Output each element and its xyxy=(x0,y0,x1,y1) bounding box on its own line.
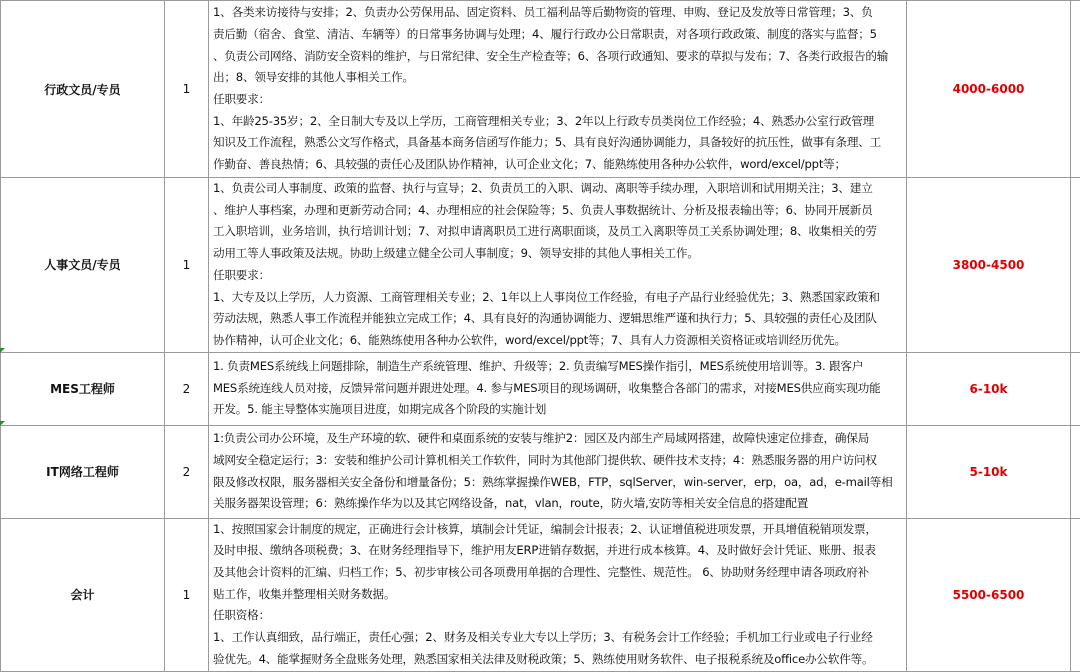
cell-comment-marker xyxy=(0,348,5,353)
salary-range: 3800-4500 xyxy=(907,178,1071,353)
description-line: 1:负责公司办公环境，及生产环境的软、硬件和桌面系统的安装与维护2：园区及内部生产局域网搭建，故障快速定位排查，确保局 xyxy=(213,428,900,450)
description-line: 关服务器架设管理；6：熟练操作华为以及其它网络设备，nat，vlan，route，防火墙,安防等相关安全信息的搭建配置 xyxy=(213,493,900,515)
table-row xyxy=(1,1,1080,178)
salary-range: 5500-6500 xyxy=(907,518,1071,671)
job-title: IT网络工程师 xyxy=(1,425,165,518)
table-row xyxy=(1,518,1080,671)
description-line: 开发。5. 能主导整体实施项目进度，如期完成各个阶段的实施计划 xyxy=(213,399,900,421)
job-description xyxy=(209,178,907,353)
description-line: 1、按照国家会计制度的规定，正确进行会计核算，填制会计凭证，编制会计报表；2、认证增值税进项发票，开具增值税销项发票， xyxy=(213,519,900,541)
table-row xyxy=(1,178,1080,353)
salary-range: 6-10k xyxy=(907,352,1071,425)
description-line: 任职要求： xyxy=(213,265,900,287)
headcount: 2 xyxy=(165,425,209,518)
description-line: 任职资格： xyxy=(213,605,900,627)
description-line: 知识及工作流程，熟悉公文写作格式，具备基本商务信函写作能力；5、具有良好沟通协调能力，具备较好的抗压性，做事有条理、工 xyxy=(213,132,900,154)
table-row xyxy=(1,352,1080,425)
description-line: 1、大专及以上学历，人力资源、工商管理相关专业；2、1年以上人事岗位工作经验，有电子产品行业经验优先；3、熟悉国家政策和 xyxy=(213,287,900,309)
job-description xyxy=(209,352,907,425)
description-line: 、维护人事档案，办理和更新劳动合同；4、办理相应的社会保险等；5、负责人事数据统计、分析及报表输出等；6、协同开展新员 xyxy=(213,200,900,222)
job-description xyxy=(209,1,907,178)
salary-range: 4000-6000 xyxy=(907,1,1071,178)
description-line: 及其他会计资料的汇编、归档工作；5、初步审核公司各项费用单据的合理性、完整性、规范性。 6、协助财务经理申请各项政府补 xyxy=(213,562,900,584)
blank-cell xyxy=(1071,518,1080,671)
headcount: 1 xyxy=(165,518,209,671)
description-line: 动用工等人事政策及法规。协助上级建立健全公司人事制度；9、领导安排的其他人事相关工作。 xyxy=(213,243,900,265)
headcount: 2 xyxy=(165,352,209,425)
description-line: 1、各类来访接待与安排；2、负责办公劳保用品、固定资料、员工福利品等后勤物资的管理、申购、登记及发放等日常管理；3、负 xyxy=(213,2,900,24)
headcount: 1 xyxy=(165,1,209,178)
description-line: 协作精神，认可企业文化；6、能熟练使用各种办公软件，word/excel/ppt等；7、具有人力资源相关资格证或培训经历优先。 xyxy=(213,330,900,352)
description-line: 验优先。4、能掌握财务全盘账务处理，熟悉国家相关法律及财税政策；5、熟练使用财务软件、电子报税系统及office办公软件等。 xyxy=(213,649,900,671)
description-line: 及时申报、缴纳各项税费；3、在财务经理指导下，维护用友ERP进销存数据，并进行成本核算。4、及时做好会计凭证、账册、报表 xyxy=(213,540,900,562)
job-description xyxy=(209,518,907,671)
job-title: 会计 xyxy=(1,518,165,671)
job-title: 人事文员/专员 xyxy=(1,178,165,353)
salary-range: 5-10k xyxy=(907,425,1071,518)
cell-comment-marker xyxy=(0,421,5,426)
job-title: MES工程师 xyxy=(1,352,165,425)
description-line: 责后勤（宿舍、食堂、清洁、车辆等）的日常事务协调与处理；4、履行行政办公日常职责，对各项行政政策、制度的落实与监督；5 xyxy=(213,24,900,46)
blank-cell xyxy=(1071,178,1080,353)
description-line: 劳动法规，熟悉人事工作流程并能独立完成工作；4、具有良好的沟通协调能力、逻辑思维严谨和执行力；5、具较强的责任心及团队 xyxy=(213,308,900,330)
description-line: 出；8、领导安排的其他人事相关工作。 xyxy=(213,67,900,89)
description-line: 1、工作认真细致，品行端正，责任心强；2、财务及相关专业大专以上学历；3、有税务会计工作经验；手机加工行业或电子行业经 xyxy=(213,627,900,649)
description-line: 域网安全稳定运行；3：安装和维护公司计算机相关工作软件，同时为其他部门提供软、硬件技术支持；4：熟悉服务器的用户访问权 xyxy=(213,450,900,472)
blank-cell xyxy=(1071,1,1080,178)
blank-cell xyxy=(1071,352,1080,425)
job-description xyxy=(209,425,907,518)
description-line: 贴工作，收集并整理相关财务数据。 xyxy=(213,584,900,606)
blank-cell xyxy=(1071,425,1080,518)
description-line: 作勤奋、善良热情；6、具较强的责任心及团队协作精神，认可企业文化；7、能熟练使用各种办公软件，word/excel/ppt等； xyxy=(213,154,900,176)
description-line: 工入职培训，业务培训，执行培训计划；7、对拟申请离职员工进行离职面谈，及员工入离职等员工关系协调处理；8、收集相关的劳 xyxy=(213,221,900,243)
description-line: 、负责公司网络、消防安全资料的维护，与日常纪律、安全生产检查等；6、各项行政通知、要求的草拟与发布；7、各类行政报告的输 xyxy=(213,46,900,68)
description-line: 任职要求： xyxy=(213,89,900,111)
description-line: 1. 负责MES系统线上问题排除，制造生产系统管理、维护、升级等；2. 负责编写MES操作指引，MES系统使用培训等。3. 跟客户 xyxy=(213,356,900,378)
description-line: 1、负责公司人事制度、政策的监督、执行与宣导；2、负责员工的入职、调动、离职等手续办理，入职培训和试用期关注；3、建立 xyxy=(213,178,900,200)
description-line: 限及修改权限，服务器相关安全备份和增量备份；5：熟练掌握操作WEB，FTP，sqlServer，win-server，erp，oa，ad，e-mail等相 xyxy=(213,472,900,494)
table-row xyxy=(1,425,1080,518)
headcount: 1 xyxy=(165,178,209,353)
description-line: 1、年龄25-35岁；2、全日制大专及以上学历，工商管理相关专业；3、2年以上行政专员类岗位工作经验；4、熟悉办公室行政管理 xyxy=(213,111,900,133)
job-title: 行政文员/专员 xyxy=(1,1,165,178)
description-line: MES系统连线人员对接，反馈异常问题并跟进处理。4. 参与MES项目的现场调研，收集整合各部门的需求，对接MES供应商实现功能 xyxy=(213,378,900,400)
